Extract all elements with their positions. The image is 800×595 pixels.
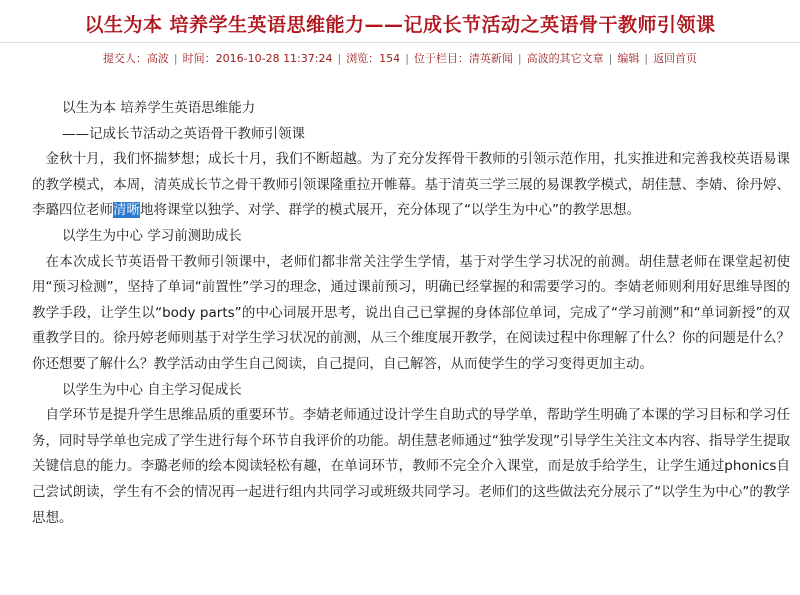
meta-separator: | [517,52,522,65]
selected-text: 清晰 [113,202,140,219]
article-meta-bar [0,50,800,66]
meta-separator: | [337,52,342,65]
edit-link[interactable]: 编辑 [617,52,640,65]
section-title-self-study: 以学生为中心 自主学习促成长 [62,381,242,398]
section-title-pretest: 以学生为中心 学习前测助成长 [62,227,242,244]
meta-time: 时间：2016-10-28 11:37:24 [182,52,333,65]
paragraph-pretest: 在本次成长节英语骨干教师引领课中，老师们都非常关注学生学情，基于对学生学习状况的前测。胡佳慧老师在课堂起初使用“预习检测”，坚持了单词“前置性”学习的理念，通过课前预习，明确已经掌握的和需要学习的。李婧老师则利用好思维导图的教学手段，让学生以“body parts”的中心词展开思考，说出自己已掌握的身体部位单词，完成了“学习前测”和“单词新授”的双重教学目的。徐丹婷老师则基于对学生学习状况的前测，从三个维度展开教学，在阅读过程中你理解了什么？你的问题是什么？你还想要了解什么？教学活动由学生自己阅读，自己提问，自己解答，从而使学生的学习变得更加主动。 [32,253,790,372]
paragraph-self-study: 自学环节是提升学生思维品质的重要环节。李婧老师通过设计学生自助式的导学单，帮助学生明确了本课的学习目标和学习任务，同时导学单也完成了学生进行每个环节自我评价的功能。胡佳慧老师通过“独学发现”引导学生关注文本内容、指导学生提取关键信息的能力。李璐老师的绘本阅读轻松有趣，在单词环节，教师不完全介入课堂，而是放手给学生，让学生通过phonics自己尝试朗读，学生有不会的情况再一起进行组内共同学习或班级共同学习。老师们的这些做法充分展示了“以学生为中心”的教学思想。 [32,407,790,526]
meta-views: 浏览：154 [346,52,401,65]
meta-separator: | [644,52,649,65]
meta-column-link[interactable]: 位于栏目：清英新闻 [413,52,513,65]
paragraph-text: 金秋十月，我们怀揣梦想；成长十月，我们不断超越。为了充分发挥骨干教师的引领示范作用，扎实推进和完善我校英语易课的教学模式，本周，清英成长节之骨干教师引领课隆重拉开帷幕。基于清英三学三展的易课教学模式，胡佳慧、李婧、徐丹婷、李璐四位老师 [32,151,790,219]
paragraph-text: 地将课堂以独学、对学、群学的模式展开，充分体现了“以学生为中心”的教学思想。 [140,202,640,219]
article-content [32,96,790,531]
content-heading: 以生为本 培养学生英语思维能力 [62,100,256,116]
back-home-link[interactable]: 返回首页 [653,52,698,65]
content-subheading: ——记成长节活动之英语骨干教师引领课 [62,125,305,142]
meta-separator: | [608,52,613,65]
meta-separator: | [173,52,178,65]
paragraph-intro [32,147,790,224]
other-articles-link[interactable]: 高波的其它文章 [526,52,604,65]
meta-submitter: 提交人：高波 [102,52,169,65]
article-title: 以生为本 培养学生英语思维能力——记成长节活动之英语骨干教师引领课 [84,14,716,36]
meta-separator: | [405,52,409,65]
title-divider [0,42,800,43]
